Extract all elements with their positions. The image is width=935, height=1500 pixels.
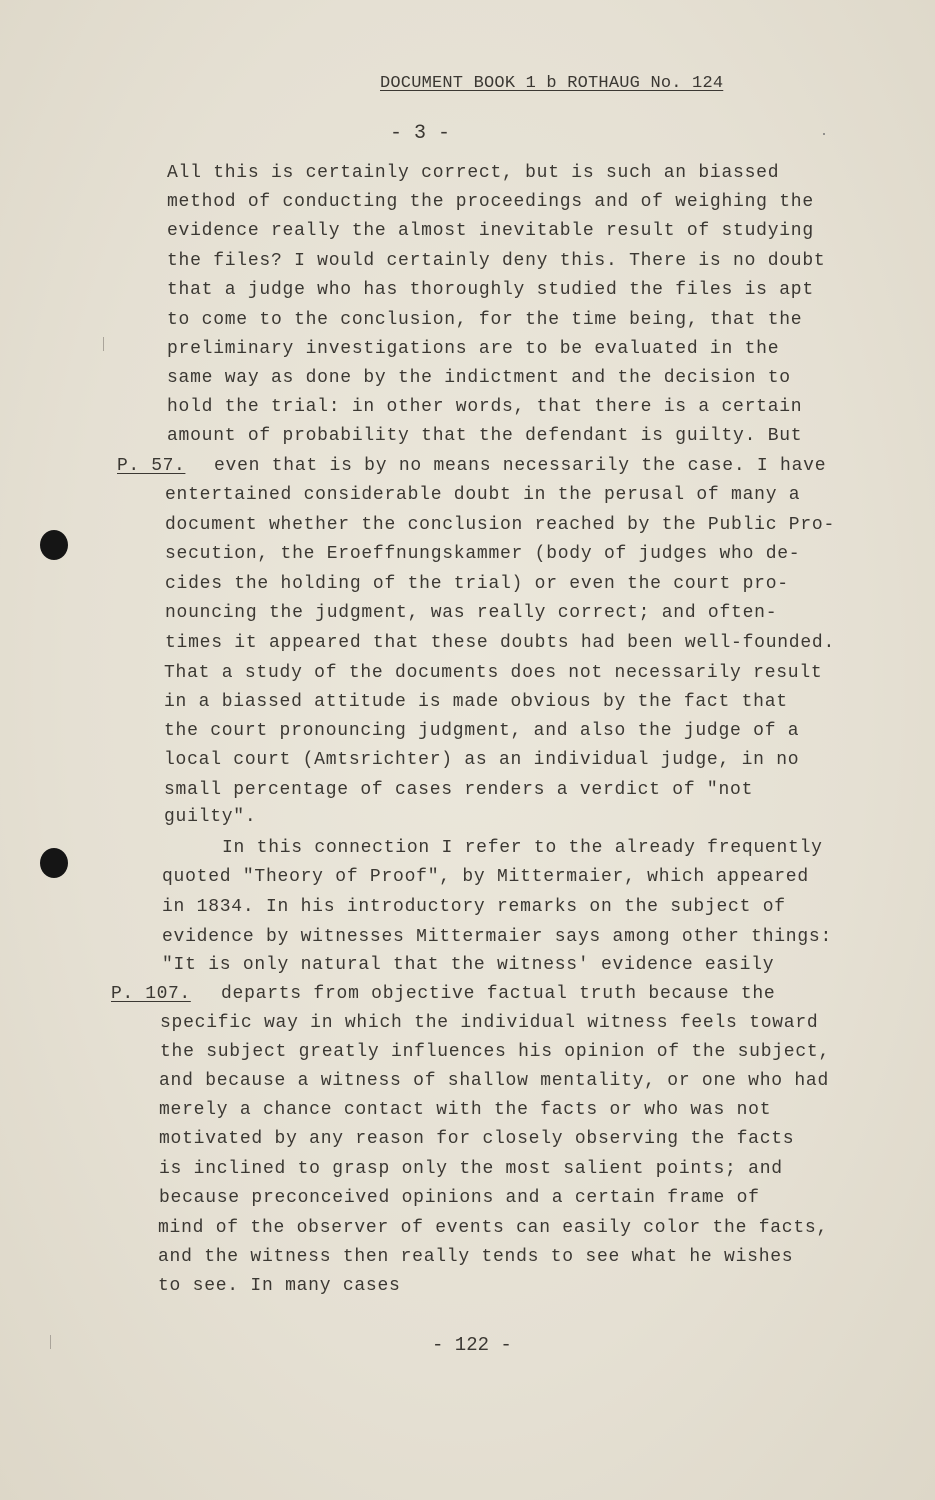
text-line: In this connection I refer to the already frequently	[222, 838, 823, 858]
text-line: that a judge who has thoroughly studied the files is apt	[167, 280, 814, 300]
text-line: and the witness then really tends to see what he wishes	[158, 1247, 794, 1267]
text-line: and because a witness of shallow mentality, or one who had	[159, 1071, 830, 1091]
text-line: cides the holding of the trial) or even the court pro-	[165, 574, 789, 594]
text-line: amount of probability that the defendant is guilty. But	[167, 426, 803, 446]
margin-page-ref: P. 107.	[111, 984, 191, 1004]
text-line: merely a chance contact with the facts or who was not	[159, 1100, 772, 1120]
text-line: method of conducting the proceedings and of weighing the	[167, 192, 814, 212]
text-line: in a biassed attitude is made obvious by the fact that	[164, 692, 788, 712]
paper-mark	[103, 337, 104, 351]
text-line: the court pronouncing judgment, and also the judge of a	[164, 721, 800, 741]
text-line: document whether the conclusion reached by the Public Pro-	[165, 515, 836, 535]
paper-mark	[50, 1335, 51, 1349]
text-line: All this is certainly correct, but is such an biassed	[167, 163, 780, 183]
text-line: nouncing the judgment, was really correct; and often-	[165, 603, 778, 623]
text-line: evidence by witnesses Mittermaier says among other things:	[162, 927, 833, 947]
paper-speck	[823, 133, 825, 135]
text-line: the subject greatly influences his opinion of the subject,	[160, 1042, 831, 1062]
text-line: times it appeared that these doubts had been well-founded.	[165, 633, 836, 653]
text-line: specific way in which the individual witness feels toward	[160, 1013, 819, 1033]
text-line: guilty".	[164, 807, 257, 827]
text-line: local court (Amtsrichter) as an individual judge, in no	[164, 750, 800, 770]
text-line: preliminary investigations are to be evaluated in the	[167, 339, 780, 359]
text-line: quoted "Theory of Proof", by Mittermaier, which appeared	[162, 867, 809, 887]
text-line: even that is by no means necessarily the case. I have	[214, 456, 827, 476]
text-line: motivated by any reason for closely observing the facts	[159, 1129, 795, 1149]
text-line: because preconceived opinions and a certain frame of	[159, 1188, 760, 1208]
text-line: hold the trial: in other words, that there is a certain	[167, 397, 803, 417]
page-number-top: - 3 -	[390, 122, 451, 145]
text-line: to come to the conclusion, for the time being, that the	[167, 310, 803, 330]
text-line: same way as done by the indictment and the decision to	[167, 368, 791, 388]
document-header: DOCUMENT BOOK 1 b ROTHAUG No. 124	[380, 74, 724, 93]
text-line: small percentage of cases renders a verdict of "not	[164, 780, 754, 800]
text-line: is inclined to grasp only the most salient points; and	[159, 1159, 783, 1179]
margin-page-ref: P. 57.	[117, 456, 186, 476]
text-line: mind of the observer of events can easily color the facts,	[158, 1218, 829, 1238]
text-line: evidence really the almost inevitable result of studying	[167, 221, 814, 241]
text-line: the files? I would certainly deny this. There is no doubt	[167, 251, 826, 271]
page-number-bottom: - 122 -	[432, 1334, 512, 1356]
text-line: entertained considerable doubt in the perusal of many a	[165, 485, 801, 505]
punch-hole	[40, 530, 68, 560]
text-line: "It is only natural that the witness' evidence easily	[162, 955, 775, 975]
punch-hole	[40, 848, 68, 878]
text-line: in 1834. In his introductory remarks on the subject of	[162, 897, 786, 917]
text-line: secution, the Eroeffnungskammer (body of judges who de-	[165, 544, 801, 564]
text-line: departs from objective factual truth because the	[221, 984, 776, 1004]
text-line: That a study of the documents does not necessarily result	[164, 663, 823, 683]
text-line: to see. In many cases	[158, 1276, 401, 1296]
